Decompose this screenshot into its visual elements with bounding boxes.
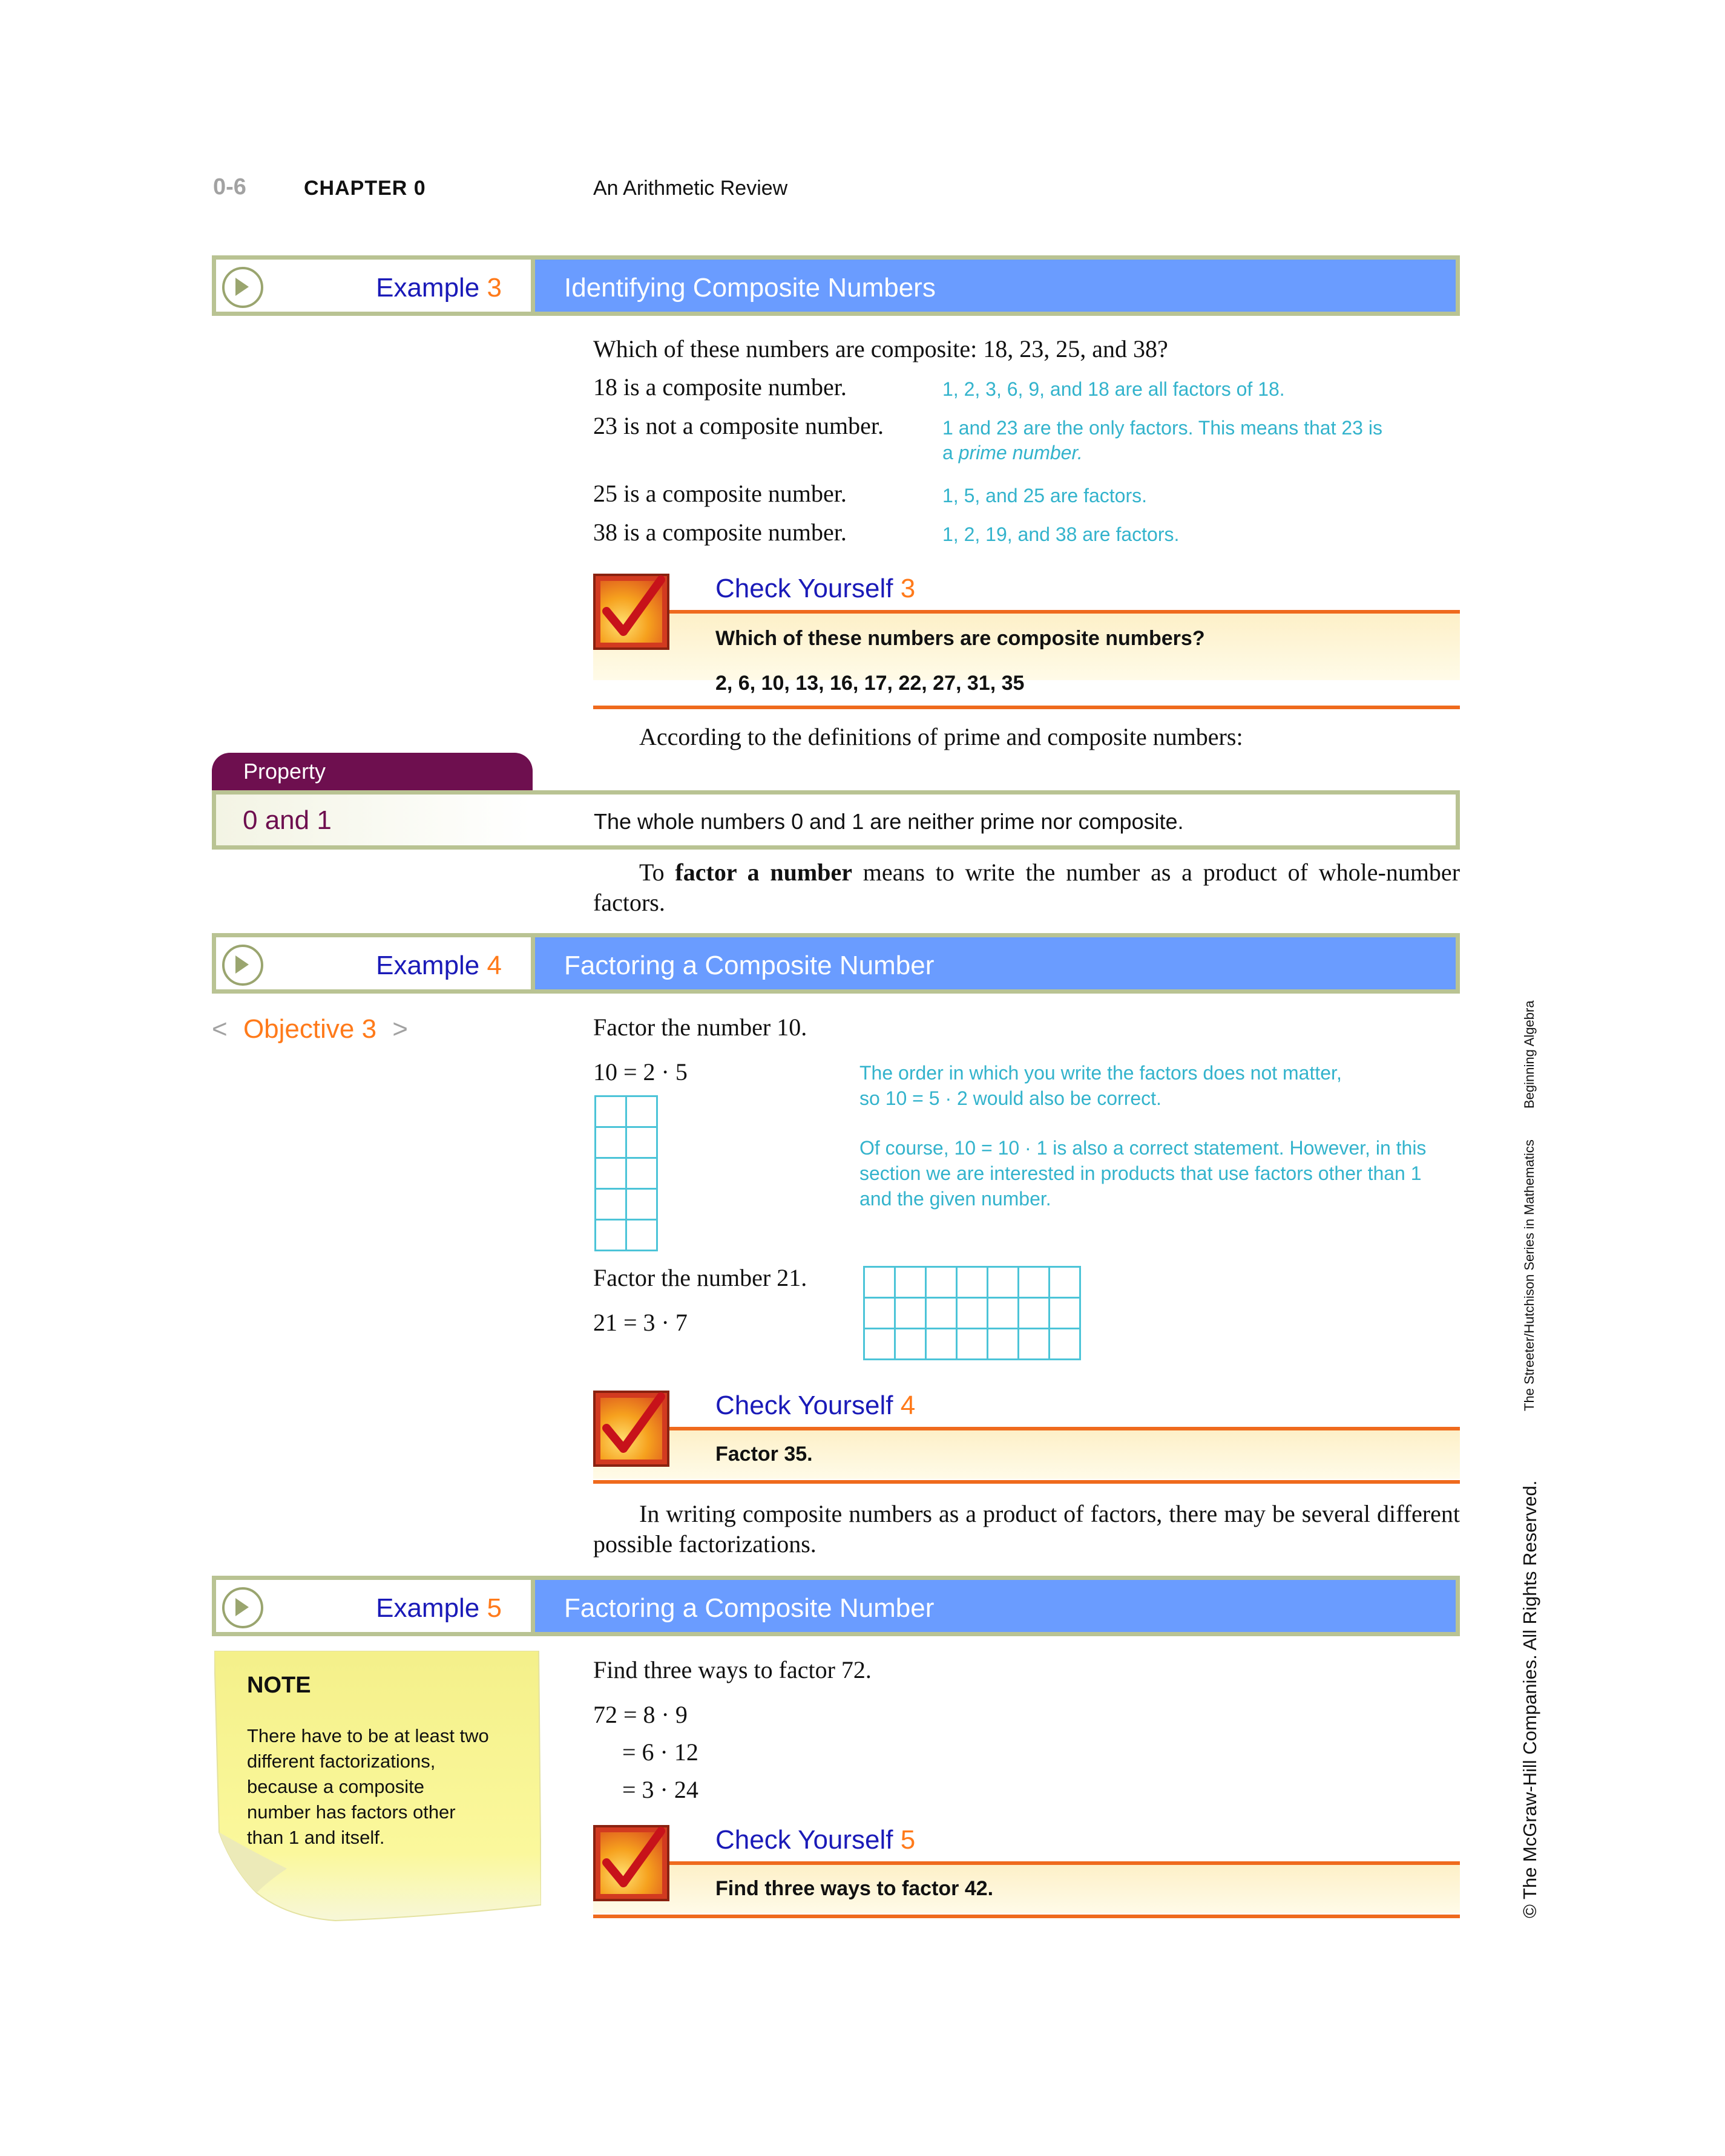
- paragraph-factor-definition-line2: factors.: [593, 889, 665, 916]
- equation-21: 21 = 3 · 7: [593, 1309, 688, 1336]
- note-text: There have to be at least two different factorizations, because a composite number has factors other than 1 and itself.: [247, 1725, 489, 1848]
- statement-18: 18 is a composite number.: [593, 373, 847, 401]
- check-yourself-title: Check Yourself 5: [715, 1825, 916, 1855]
- equation-72-a: 72 = 8 · 9: [593, 1701, 688, 1728]
- check-yourself-3: [593, 574, 1460, 713]
- checkmark-icon: [593, 574, 669, 650]
- example-title: Factoring a Composite Number: [564, 1593, 935, 1623]
- grid-7-by-3: [863, 1266, 1081, 1360]
- play-icon: [222, 1587, 263, 1628]
- note-23: 1 and 23 are the only factors. This means that 23 is: [942, 417, 1382, 439]
- statement-38: 38 is a composite number.: [593, 519, 847, 546]
- check-3-question: Which of these numbers are composite numbers?: [715, 627, 1205, 650]
- example-title: Factoring a Composite Number: [564, 951, 935, 980]
- check-yourself-title: Check Yourself 3: [715, 574, 916, 603]
- example-4-header: [212, 933, 1460, 994]
- paragraph-factor-definition: To factor a number means to write the number as a product of whole-number: [639, 859, 1460, 886]
- property-text: The whole numbers 0 and 1 are neither prime nor composite.: [594, 809, 1184, 834]
- note-heading: NOTE: [247, 1673, 311, 1698]
- statement-25: 25 is a composite number.: [593, 480, 847, 507]
- paragraph-definitions: According to the definitions of prime and composite numbers:: [639, 723, 1243, 750]
- page-number: 0-6: [213, 174, 246, 200]
- note-course-line1: Of course, 10 = 10 · 1 is also a correct statement. However, in this: [859, 1137, 1427, 1159]
- sticky-note: [214, 1651, 541, 1923]
- equation-10: 10 = 2 · 5: [593, 1058, 688, 1086]
- example-title: Identifying Composite Numbers: [564, 273, 936, 303]
- objective-label: < Objective 3 >: [212, 1014, 408, 1044]
- example-5-header: [212, 1576, 1460, 1636]
- note-23-line2: a prime number.: [942, 442, 1083, 464]
- check-5-question: Find three ways to factor 42.: [715, 1877, 994, 1900]
- side-series: The Streeter/Hutchison Series in Mathematics: [1522, 1139, 1537, 1411]
- note-25: 1, 5, and 25 are factors.: [942, 485, 1147, 506]
- note-order-line1: The order in which you write the factors does not matter,: [859, 1062, 1342, 1084]
- note-18: 1, 2, 3, 6, 9, and 18 are all factors of 18.: [942, 378, 1285, 400]
- property-name: 0 and 1: [243, 805, 332, 835]
- paragraph-factorizations-line2: possible factorizations.: [593, 1530, 816, 1558]
- check-4-question: Factor 35.: [715, 1443, 813, 1466]
- statement-23: 23 is not a composite number.: [593, 412, 884, 439]
- chapter-title: An Arithmetic Review: [593, 177, 788, 200]
- note-order-line2: so 10 = 5 · 2 would also be correct.: [859, 1087, 1162, 1109]
- side-book-title: Beginning Algebra: [1522, 1000, 1537, 1109]
- chapter-label: CHAPTER 0: [304, 177, 426, 200]
- example-3-header: [212, 255, 1460, 316]
- note-38: 1, 2, 19, and 38 are factors.: [942, 523, 1180, 545]
- property-box: [212, 790, 1460, 850]
- prompt-factor-72: Find three ways to factor 72.: [593, 1656, 872, 1683]
- play-icon: [222, 267, 263, 308]
- check-yourself-4: [593, 1391, 1460, 1487]
- example-label: Example 4: [376, 951, 502, 980]
- note-course-line3: and the given number.: [859, 1188, 1051, 1210]
- prompt-factor-21: Factor the number 21.: [593, 1264, 807, 1291]
- example-label: Example 3: [376, 273, 502, 303]
- property-tab: Property: [212, 753, 533, 790]
- example-3-question: Which of these numbers are composite: 18, 23, 25, and 38?: [593, 335, 1168, 362]
- check-3-numbers: 2, 6, 10, 13, 16, 17, 22, 27, 31, 35: [715, 672, 1025, 695]
- check-yourself-5: [593, 1825, 1460, 1922]
- prompt-factor-10: Factor the number 10.: [593, 1014, 807, 1041]
- grid-2-by-5: [594, 1095, 658, 1251]
- paragraph-factorizations: In writing composite numbers as a product of factors, there may be several different: [639, 1500, 1460, 1527]
- side-copyright: © The McGraw-Hill Companies. All Rights Reserved.: [1519, 1480, 1540, 1918]
- check-yourself-title: Check Yourself 4: [715, 1391, 916, 1420]
- checkmark-icon: [593, 1825, 669, 1901]
- note-course-line2: section we are interested in products that use factors other than 1: [859, 1162, 1422, 1184]
- equation-72-c: = 3 · 24: [622, 1776, 698, 1803]
- equation-72-b: = 6 · 12: [622, 1738, 698, 1766]
- play-icon: [222, 945, 263, 986]
- example-label: Example 5: [376, 1593, 502, 1623]
- checkmark-icon: [593, 1391, 669, 1467]
